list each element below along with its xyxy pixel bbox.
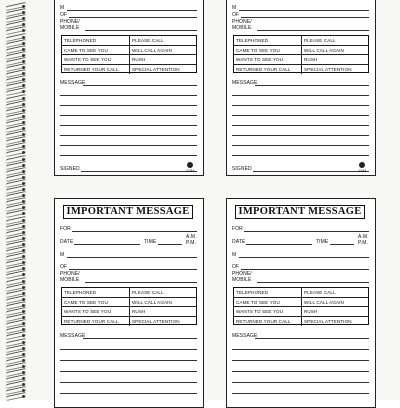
message-line [60, 95, 197, 96]
phone-label: PHONE/ [232, 271, 252, 277]
message-line [232, 105, 369, 106]
rush-cell[interactable]: RUSH [302, 55, 368, 65]
rush-cell[interactable]: RUSH [130, 307, 196, 317]
of-line [69, 17, 197, 18]
message-line [255, 85, 369, 86]
message-line [232, 393, 369, 394]
phone-line [257, 282, 369, 283]
of-label: OF [60, 264, 68, 270]
telephoned-cell[interactable]: TELEPHONED [234, 288, 302, 298]
message-line [60, 155, 197, 156]
phone-line [257, 30, 369, 31]
of-line [69, 269, 197, 270]
message-line [83, 85, 197, 86]
will-call-again-cell[interactable]: WILL CALL AGAIN [302, 298, 368, 308]
special-attention-cell[interactable]: SPECIAL ATTENTION [132, 318, 180, 324]
time-line [330, 244, 354, 245]
message-card-bottom-left [54, 198, 204, 408]
checklist-table [61, 287, 197, 325]
came-to-see-you-cell[interactable]: CAME TO SEE YOU [234, 298, 302, 308]
message-card-top-left [54, 0, 204, 176]
pm-label: P.M. [186, 240, 197, 246]
message-line [60, 382, 197, 383]
binding-hole [22, 90, 25, 93]
m-label: M [60, 252, 65, 258]
of-label: OF [232, 264, 240, 270]
phone-label: PHONE/ [60, 271, 80, 277]
binding-hole [22, 395, 25, 398]
publisher-logo-icon [359, 162, 365, 168]
message-line [232, 382, 369, 383]
special-attention-cell[interactable]: SPECIAL ATTENTION [132, 66, 180, 72]
spiral-binding [0, 0, 30, 400]
time-label: TIME [144, 239, 157, 245]
message-label: MESSAGE [232, 80, 258, 86]
returned-your-call-cell[interactable]: RETURNED YOUR CALL [234, 317, 302, 327]
message-line [60, 371, 197, 372]
form-code: 1184 [358, 169, 367, 173]
am-label: A.M. [186, 234, 197, 240]
message-label: MESSAGE [232, 333, 258, 339]
form-code: 1184 [186, 169, 195, 173]
date-label: DATE [60, 239, 74, 245]
phone-line [85, 282, 197, 283]
of-label: OF [232, 12, 240, 18]
message-line [60, 393, 197, 394]
for-line [72, 231, 197, 232]
for-line [244, 231, 369, 232]
m-line [239, 257, 369, 258]
phone-label: PHONE/ [232, 19, 252, 25]
card-title: IMPORTANT MESSAGE [63, 205, 193, 219]
message-line [232, 145, 369, 146]
signed-line [81, 171, 197, 172]
m-line [239, 10, 369, 11]
message-line [232, 135, 369, 136]
message-line [60, 135, 197, 136]
message-line [60, 125, 197, 126]
for-label: FOR [232, 226, 243, 232]
checklist-table [233, 287, 369, 325]
special-attention-cell[interactable]: SPECIAL ATTENTION [304, 66, 352, 72]
m-label: M [232, 5, 237, 11]
m-line [67, 257, 197, 258]
returned-your-call-cell[interactable]: RETURNED YOUR CALL [62, 317, 130, 327]
mobile-label: MOBILE [60, 25, 80, 31]
wants-to-see-you-cell[interactable]: WANTS TO SEE YOU [62, 307, 130, 317]
message-label: MESSAGE [60, 80, 86, 86]
of-label: OF [60, 12, 68, 18]
message-line [60, 115, 197, 116]
checklist-table [233, 35, 369, 73]
will-call-again-cell[interactable]: WILL CALL AGAIN [130, 298, 196, 308]
message-line [83, 338, 197, 339]
please-call-cell[interactable]: PLEASE CALL [302, 288, 368, 298]
message-label: MESSAGE [60, 333, 86, 339]
mobile-label: MOBILE [232, 277, 252, 283]
message-line [232, 125, 369, 126]
message-card-top-right [226, 0, 376, 176]
message-line [60, 145, 197, 146]
mobile-label: MOBILE [232, 25, 252, 31]
rush-cell[interactable]: RUSH [302, 307, 368, 317]
date-label: DATE [232, 239, 246, 245]
telephoned-cell[interactable]: TELEPHONED [234, 36, 302, 46]
please-call-cell[interactable]: PLEASE CALL [130, 288, 196, 298]
signed-label: SIGNED [60, 166, 80, 172]
message-card-bottom-right [226, 198, 376, 408]
will-call-again-cell[interactable]: WILL CALL AGAIN [130, 46, 196, 56]
binding-hole [22, 212, 25, 215]
binding-hole [22, 334, 25, 337]
m-label: M [60, 5, 65, 11]
telephoned-cell[interactable]: TELEPHONED [62, 36, 130, 46]
date-line [246, 244, 312, 245]
phone-label: PHONE/ [60, 19, 80, 25]
date-line [74, 244, 140, 245]
wants-to-see-you-cell[interactable]: WANTS TO SEE YOU [234, 55, 302, 65]
came-to-see-you-cell[interactable]: CAME TO SEE YOU [234, 46, 302, 56]
wants-to-see-you-cell[interactable]: WANTS TO SEE YOU [234, 307, 302, 317]
card-title: IMPORTANT MESSAGE [235, 205, 365, 219]
message-line [232, 155, 369, 156]
message-line [60, 349, 197, 350]
returned-your-call-cell[interactable]: RETURNED YOUR CALL [234, 65, 302, 75]
m-line [67, 10, 197, 11]
please-call-cell[interactable]: PLEASE CALL [130, 36, 196, 46]
m-label: M [232, 252, 237, 258]
message-line [232, 360, 369, 361]
message-line [60, 360, 197, 361]
time-label: TIME [316, 239, 329, 245]
came-to-see-you-cell[interactable]: CAME TO SEE YOU [62, 46, 130, 56]
message-line [255, 338, 369, 339]
will-call-again-cell[interactable]: WILL CALL AGAIN [302, 46, 368, 56]
message-line [232, 349, 369, 350]
rush-cell[interactable]: RUSH [130, 55, 196, 65]
binding-hole [22, 29, 25, 32]
message-line [60, 105, 197, 106]
phone-line [85, 30, 197, 31]
mobile-label: MOBILE [60, 277, 80, 283]
signed-label: SIGNED [232, 166, 252, 172]
message-line [232, 371, 369, 372]
telephoned-cell[interactable]: TELEPHONED [62, 288, 130, 298]
of-line [241, 17, 369, 18]
binding-hole [22, 151, 25, 154]
publisher-logo-icon [187, 162, 193, 168]
of-line [241, 269, 369, 270]
message-line [232, 95, 369, 96]
came-to-see-you-cell[interactable]: CAME TO SEE YOU [62, 298, 130, 308]
wants-to-see-you-cell[interactable]: WANTS TO SEE YOU [62, 55, 130, 65]
pm-label: P.M. [358, 240, 369, 246]
checklist-table [61, 35, 197, 73]
for-label: FOR [60, 226, 71, 232]
returned-your-call-cell[interactable]: RETURNED YOUR CALL [62, 65, 130, 75]
binding-hole [22, 273, 25, 276]
message-line [232, 115, 369, 116]
signed-line [253, 171, 369, 172]
time-line [158, 244, 182, 245]
please-call-cell[interactable]: PLEASE CALL [302, 36, 368, 46]
special-attention-cell[interactable]: SPECIAL ATTENTION [304, 318, 352, 324]
am-label: A.M. [358, 234, 369, 240]
